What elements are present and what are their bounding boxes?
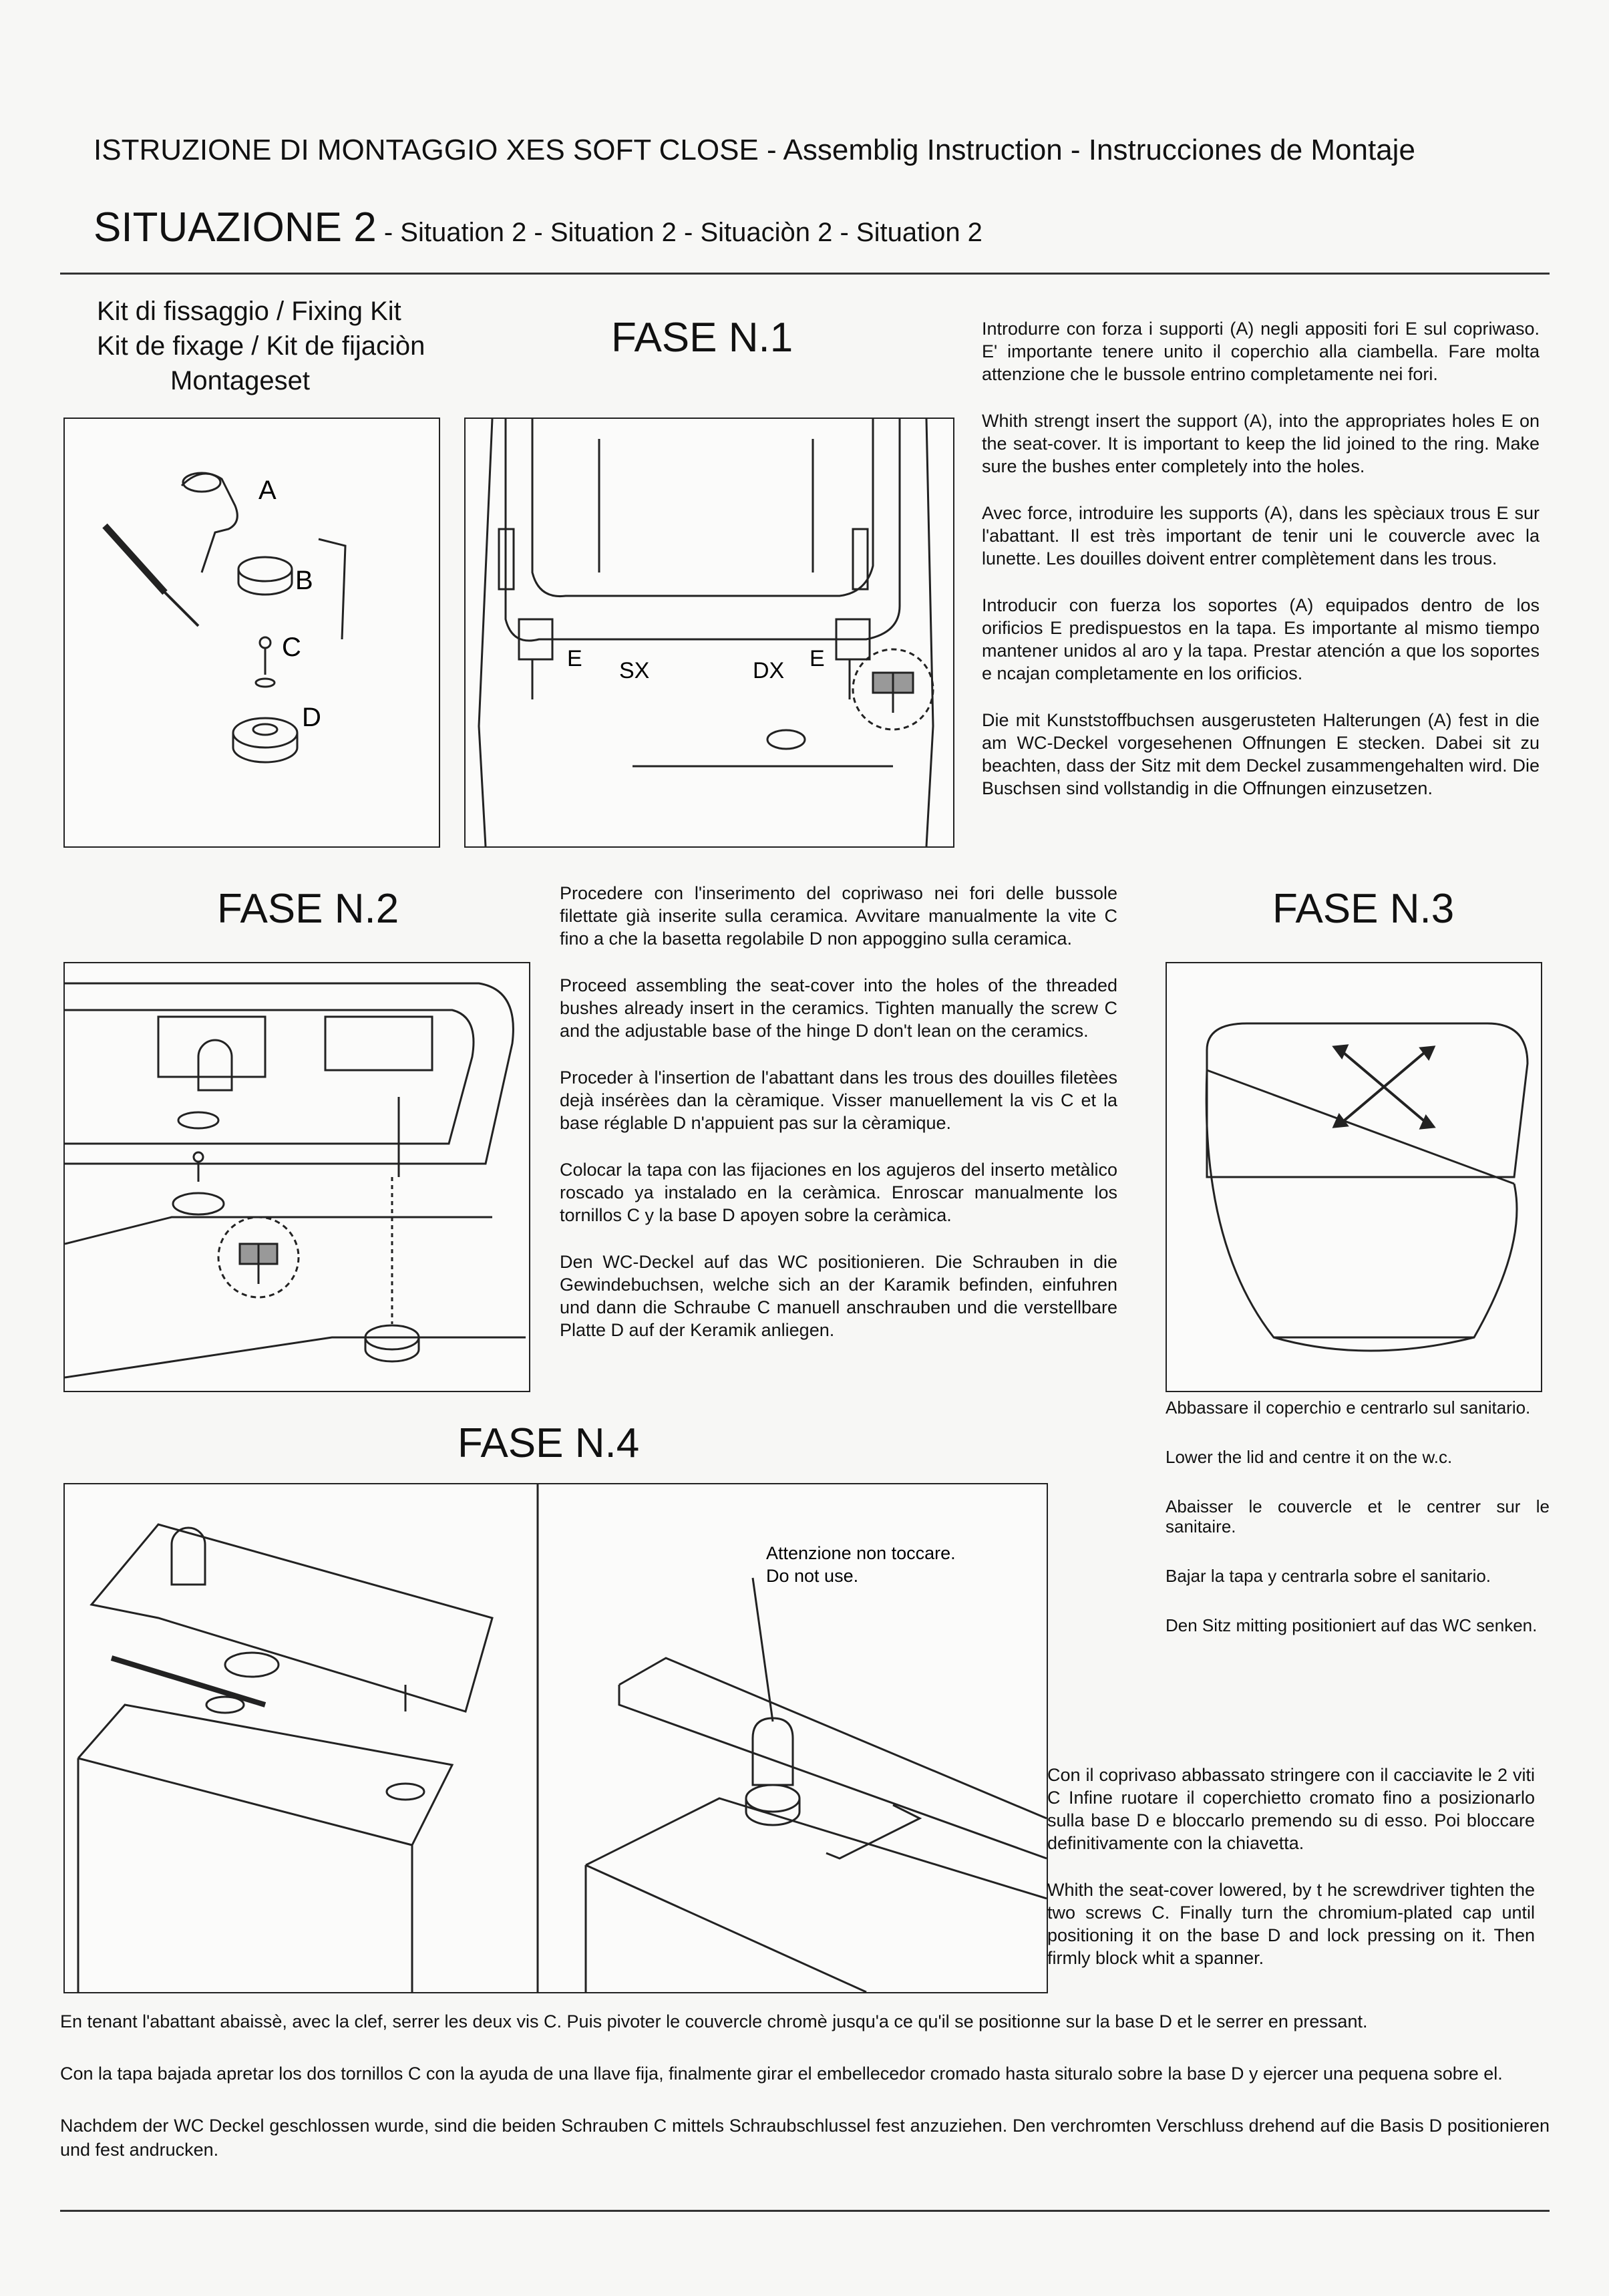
fase1-title: FASE N.1 [611,315,793,361]
fase1-illustration [464,418,954,848]
kit-line-3: Montageset [170,366,311,395]
bottom-instructions [60,2009,1550,2190]
fase4-text-en: Whith the seat-cover lowered, by t he screwdriver tighten the two screws C. Finally turn the chromium-plated cap until positioning it on the base D and lock pressing on it. Then firmly block whit a spanner. [1047,1880,1535,1968]
fase2-title: FASE N.2 [217,886,399,932]
label-b: B [295,566,313,595]
fase2-instructions [560,882,1117,1365]
label-c: C [282,633,301,662]
label-dx: DX [753,658,785,683]
warning-line-2: Do not use. [766,1566,859,1586]
fase3-text-es: Bajar la tapa y centrarla sobre el sanitario. [1166,1566,1491,1586]
fase1-text-de: Die mit Kunststoffbuchsen ausgerusteten Halterungen (A) fest in die am WC-Deckel vorgesehenen Offnungen E stecken. Dabei sit zu beachten, dass der Sitz mit dem Deckel zusammengehalten wird. Die Buschsen sind vollstandig in die Offnungen einzusetzen. [982,710,1540,798]
fase2-illustration [63,962,530,1392]
fase4-title: FASE N.4 [458,1420,640,1466]
fase3-text-de: Den Sitz mitting positioniert auf das WC senken. [1166,1615,1538,1635]
fase2-text-es: Colocar la tapa con las fijaciones en los agujeros del inserto metàlico roscado ya instalado en la ceràmica. Enroscar manualmente los tornillos C y la base D apoyen sobre la ceràmica. [560,1160,1117,1225]
fase2-text-it: Procedere con l'inserimento del copriwaso nei fori delle bussole filettate già inserite sulla ceramica. Avvitare manualmente la vite C fino a che la basetta regolabile D non appoggino sulla ceramica. [560,883,1117,949]
situation-subtitle: - Situation 2 - Situation 2 - Situaciòn 2 - Situation 2 [376,218,982,247]
fase3-illustration [1166,962,1542,1392]
bottom-text-es: Con la tapa bajada apretar los dos tornillos C con la ayuda de una llave fija, finalmente girar el embellecedor cromado hasta situralo sobre la base D y ejercer una pequena sobre el. [60,2064,1503,2084]
kit-line-2: Kit de fixage / Kit de fijaciòn [97,331,425,361]
fase2-text-en: Proceed assembling the seat-cover into the holes of the threaded bushes already insert in the ceramics. Tighten manually the screw C and the adjustable base of the hinge D don't lean on the ceramics. [560,975,1117,1041]
fase2-text-fr: Proceder à l'insertion de l'abattant dans les trous des douilles filetèes dejà insérèes dan la cèramique. Visser manuellement la vis C et la base réglable D n'appuient pas sur la cèramique. [560,1068,1117,1133]
fase1-text-it: Introdurre con forza i supporti (A) negli appositi fori E sul copriwaso. E' importante tenere unito il coperchio alla ciambella. Fare molta attenzione che le bussole entrino completamente nei fori. [982,319,1540,384]
fase1-text-fr: Avec force, introduire les supports (A), dans les spèciaux trous E sur l'abattant. Il est très important de tenir uni le couvercle avec la lunette. Les douilles doivent entrer complètement dans les trous. [982,503,1540,568]
fase3-text-fr: Abaisser le couvercle et le centrer sur le sanitaire. [1166,1496,1550,1536]
fase3-instructions [1166,1398,1550,1665]
fase3-title: FASE N.3 [1272,886,1455,932]
fixing-kit-illustration [63,418,440,848]
label-sx: SX [619,658,650,683]
header-rule [60,273,1550,275]
fase2-text-de: Den WC-Deckel auf das WC positionieren. Die Schrauben in die Gewindebuchsen, welche sich an der Karamik befinden, einfuhren und dann die Schraube C manuell anschrauben und die verstellbare Platte D auf der Keramik anliegen. [560,1252,1117,1340]
fase4-illustration [63,1483,1048,1993]
fase1-text-en: Whith strengt insert the support (A), into the appropriates holes E on the seat-cover. It is important to keep the lid joined to the ring. Make sure the bushes enter completely into the holes. [982,411,1540,476]
bottom-text-de: Nachdem der WC Deckel geschlossen wurde, sind die beiden Schrauben C mittels Schraubschlussel fest anzuziehen. Den verchromten Verschluss drehend auf die Basis D positionieren und fest andrucken. [60,2116,1550,2160]
footer-rule [60,2210,1550,2212]
label-e-right: E [810,646,825,671]
fase3-text-en: Lower the lid and centre it on the w.c. [1166,1447,1453,1467]
fase4-text-it: Con il coprivaso abbassato stringere con il cacciavite le 2 viti C Infine ruotare il coperchietto cromato fino a posizionarlo sulla base D e bloccarlo premendo su di esso. Poi bloccare definitivamente con la chiavetta. [1047,1765,1535,1853]
document-title: ISTRUZIONE DI MONTAGGIO XES SOFT CLOSE - Assemblig Instruction - Instrucciones de Montaje [94,134,1415,166]
situation-main: SITUAZIONE 2 [94,204,377,251]
label-a: A [258,476,277,505]
situation-heading [94,204,982,251]
fase3-text-it: Abbassare il coperchio e centrarlo sul sanitario. [1166,1398,1531,1418]
warning-line-1: Attenzione non toccare. [766,1543,956,1563]
fase1-text-es: Introducir con fuerza los soportes (A) equipados dentro de los orificios E predispuestos en la tapa. Es importante al mismo tiempo mantener unidos al aro y la tapa. Prestar atención a que los soportes e ncajan completamente en los orificios. [982,595,1540,683]
kit-title [97,294,425,398]
kit-line-1: Kit di fissaggio / Fixing Kit [97,297,401,326]
fase1-instructions [982,317,1540,824]
bottom-text-fr: En tenant l'abattant abaissè, avec la clef, serrer les deux vis C. Puis pivoter le couvercle chromè jusqu'a ce qu'il se positionne sur la base D et le serrer en pressant. [60,2011,1368,2031]
label-e-left: E [567,646,582,671]
fase4-instructions [1047,1764,1535,1993]
label-d: D [302,703,321,732]
